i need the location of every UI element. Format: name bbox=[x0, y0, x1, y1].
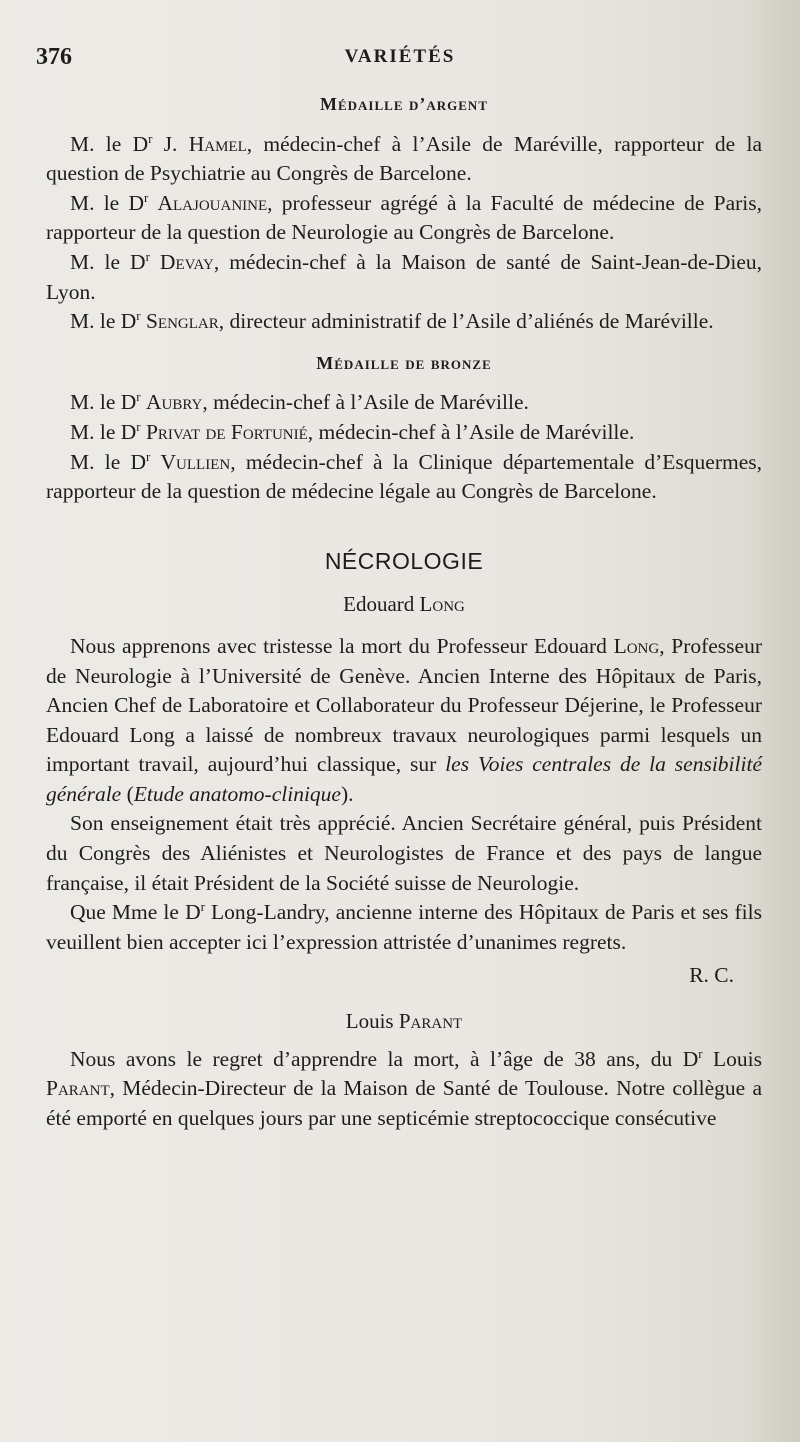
obituary-parant-heading: Louis Parant bbox=[345, 1009, 463, 1034]
bronze-medal-heading: Médaille de bronze bbox=[316, 352, 492, 373]
bronze-entry-privat: M. le $D^r$ Privat de Fortunié, médecin-chef à l’Asile de Maréville. bbox=[70, 419, 635, 444]
page-header bbox=[0, 44, 800, 78]
obituary-long-paragraph-3: Que Mme le $D^r$ Long-Landry, ancienne interne des Hôpitaux de Paris et ses fils veuillent bien accepter ici l’expression attristée d’unanimes regrets. bbox=[46, 900, 762, 954]
silver-entry-alajouanine: M. le $D^r$ Alajouanine, professeur agrégé à la Faculté de médecine de Paris, rapporteur de la question de Neurologie au Congrès de Barcelone. bbox=[46, 190, 762, 245]
page-body bbox=[46, 90, 762, 1133]
silver-entry-senglar: M. le $D^r$ Senglar, directeur administratif de l’Asile d’aliénés de Maréville. bbox=[70, 309, 714, 334]
necrology-heading: NÉCROLOGIE bbox=[324, 547, 484, 574]
silver-entry-hamel: M. le $D^r$ J. Hamel, médecin-chef à l’Asile de Maréville, rapporteur de la question de Psychiatrie au Congrès de Barcelone. bbox=[46, 131, 762, 186]
obituary-long-signature: R. C. bbox=[689, 963, 734, 988]
silver-medal-heading: Médaille d’argent bbox=[319, 94, 488, 114]
bronze-entry-aubry: M. le $D^r$ Aubry, médecin-chef à l’Asile de Maréville. bbox=[70, 390, 529, 415]
bronze-entry-vullien: M. le $D^r$ Vullien, médecin-chef à la Clinique départementale d’Esquermes, rapporteur de la question de médecine légale au Congrès de Barcelone. bbox=[46, 449, 762, 504]
obituary-long-paragraph-1: Nous apprenons avec tristesse la mort du Professeur Edouard Long, Professeur de Neurologie à l’Université de Genève. Ancien Interne des Hôpitaux de Paris, Ancien Chef de Laboratoire et Collaborateur du Professeur Déjerine, le Professeur Edouard Long a laissé de nombreux travaux neurologiques parmi lesquels un important travail, aujourd’hui classique, sur les Voies centrales de la sensibilité générale (Etude anatomo-clinique). bbox=[46, 633, 762, 806]
obituary-long-heading: Edouard Long bbox=[343, 592, 465, 617]
obituary-long-paragraph-2: Son enseignement était très apprécié. Ancien Secrétaire général, puis Président du Congrès des Aliénistes et Neurologistes de France et des pays de langue française, il était Président de la Société suisse de Neurologie. bbox=[46, 811, 762, 895]
running-title: VARIÉTÉS bbox=[344, 46, 456, 67]
page-number: 376 bbox=[36, 44, 72, 70]
silver-entry-devay: M. le $D^r$ Devay, médecin-chef à la Maison de santé de Saint-Jean-de-Dieu, Lyon. bbox=[46, 249, 763, 304]
obituary-parant-paragraph-1: Nous avons le regret d’apprendre la mort, à l’âge de 38 ans, du $D^r$ Louis Parant, Médecin-Directeur de la Maison de Santé de Toulouse. Notre collègue a été emporté en quelques jours par une septicémie streptococcique consécutive bbox=[46, 1046, 762, 1130]
